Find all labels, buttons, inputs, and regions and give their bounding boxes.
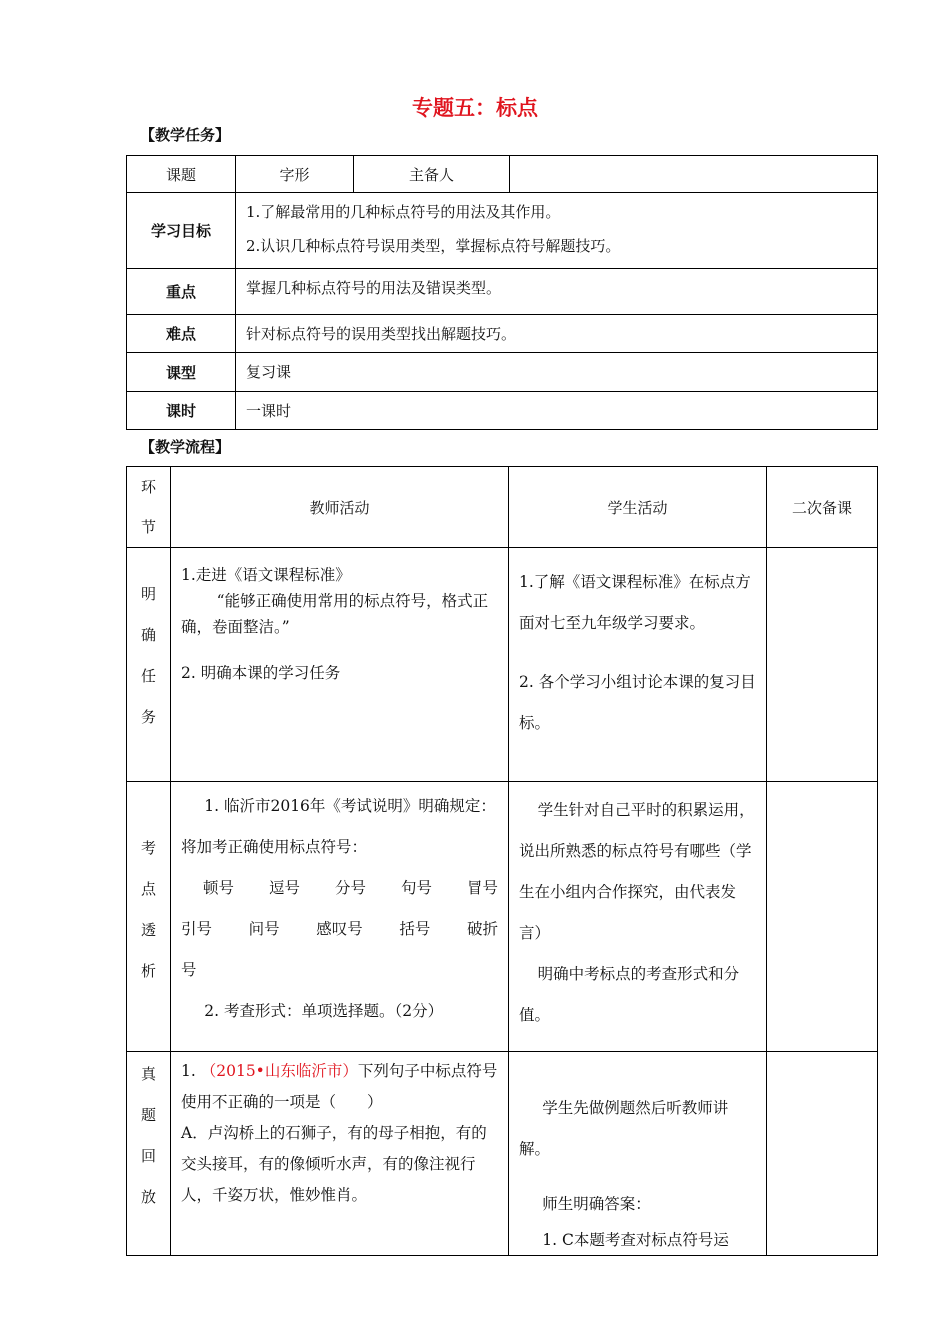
punct-item: 引号 [181, 920, 213, 938]
stage-char: 明 [140, 585, 156, 603]
key-row [127, 269, 878, 315]
student-text: 学生针对自己平时的积累运用，说出所熟悉的标点符号有哪些（学生在小组内合作探究，由代表发言） [519, 801, 755, 942]
punct-item: 括号 [399, 920, 431, 938]
teacher-activity-3 [171, 1052, 509, 1256]
header-stage-char-2: 节 [140, 518, 156, 536]
goal-2: 2.认识几种标点符号误用类型，掌握标点符号解题技巧。 [246, 237, 621, 255]
stage-char: 确 [140, 626, 156, 644]
student-activity-3 [509, 1052, 767, 1256]
stage-char: 考 [140, 839, 156, 857]
stage-char: 点 [140, 880, 156, 898]
stage-char: 题 [140, 1106, 156, 1124]
stage-exam-analysis [127, 782, 171, 1052]
stage-past-exams [127, 1052, 171, 1256]
second-prep-1 [767, 548, 878, 782]
header-second-prep: 二次备课 [767, 467, 878, 548]
punctuation-list-line-2 [181, 909, 498, 950]
difficulty-row [127, 315, 878, 353]
key-label: 重点 [127, 269, 236, 315]
teacher-text: “能够正确使用常用的标点符号，格式正确，卷面整洁。” [181, 592, 489, 636]
header-student-activity: 学生活动 [509, 467, 767, 548]
time-row [127, 392, 878, 430]
stage-char: 析 [140, 962, 156, 980]
page-title: 专题五：标点 [412, 96, 538, 120]
flow-table [126, 466, 878, 1256]
section-label-tasks: 【教学任务】 [140, 126, 231, 144]
second-prep-2 [767, 782, 878, 1052]
punct-item: 顿号 [203, 879, 235, 897]
question-number: 1. [181, 1062, 196, 1080]
time-text: 一课时 [236, 392, 878, 430]
flow-row-exam-analysis [127, 782, 878, 1052]
flow-row-clarify-tasks [127, 548, 878, 782]
header-cell-topic: 课题 [127, 156, 236, 193]
stage-char: 真 [140, 1065, 156, 1083]
goals-content [236, 193, 878, 269]
teacher-text: 1. 临沂市2016年《考试说明》明确规定：将加考正确使用标点符号： [181, 797, 496, 856]
student-text: 1.了解《语文课程标准》在标点方面对七至九年级学习要求。 [519, 573, 751, 632]
stage-char: 务 [140, 708, 156, 726]
type-text: 复习课 [236, 353, 878, 392]
stage-char: 回 [140, 1147, 156, 1165]
flow-header-row [127, 467, 878, 548]
student-text: 2. 各个学习小组讨论本课的复习目标。 [519, 673, 756, 732]
option-a: A．卢沟桥上的石狮子，有的母子相抱，有的交头接耳，有的像倾听水声，有的像注视行人，千姿万状，惟妙惟肖。 [181, 1124, 487, 1204]
punct-item: 逗号 [268, 879, 300, 897]
header-stage-char-1: 环 [140, 478, 156, 496]
teacher-text: 2. 明确本课的学习任务 [181, 664, 341, 682]
teacher-text: 1.走进《语文课程标准》 [181, 566, 351, 584]
header-cell-preparer-value [510, 156, 878, 193]
goals-label: 学习目标 [127, 193, 236, 269]
difficulty-label: 难点 [127, 315, 236, 353]
goal-1: 1.了解最常用的几种标点符号的用法及其作用。 [246, 203, 561, 221]
header-teacher-activity: 教师活动 [171, 467, 509, 548]
key-text: 掌握几种标点符号的用法及错误类型。 [236, 269, 878, 315]
exam-question [181, 1056, 498, 1118]
teacher-activity-1 [171, 548, 509, 782]
type-label: 课型 [127, 353, 236, 392]
punct-item: 感叹号 [316, 920, 363, 938]
header-cell-topic-value: 字形 [236, 156, 354, 193]
header-cell-preparer: 主备人 [354, 156, 510, 193]
punct-item: 破折 [466, 920, 498, 938]
goals-row [127, 193, 878, 269]
student-text: 1. C本题考查对标点符号运 [542, 1231, 729, 1249]
punct-item: 句号 [400, 879, 432, 897]
stage-char: 任 [140, 667, 156, 685]
difficulty-text: 针对标点符号的误用类型找出解题技巧。 [236, 315, 878, 353]
student-activity-2 [509, 782, 767, 1052]
student-text: 学生先做例题然后听教师讲解。 [519, 1099, 729, 1158]
stage-clarify-tasks [127, 548, 171, 782]
type-row [127, 353, 878, 392]
header-stage [127, 467, 171, 548]
punct-item: 冒号 [466, 879, 498, 897]
task-header-row [127, 156, 878, 193]
section-label-flow: 【教学流程】 [140, 438, 231, 456]
question-stem: 下列句子中标点符号使用不正确的一项是（ ） [181, 1062, 498, 1111]
punct-item: 问号 [248, 920, 280, 938]
flow-row-past-exams [127, 1052, 878, 1256]
task-table [126, 155, 878, 430]
punct-tail: 号 [181, 961, 197, 979]
punctuation-list-line-1 [181, 868, 498, 909]
second-prep-3 [767, 1052, 878, 1256]
stage-char: 放 [140, 1188, 156, 1206]
teacher-activity-2 [171, 782, 509, 1052]
punct-item: 分号 [334, 879, 366, 897]
student-text: 明确中考标点的考查形式和分值。 [519, 965, 740, 1024]
student-activity-1 [509, 548, 767, 782]
question-source: （2015•山东临沂市） [200, 1062, 358, 1080]
stage-char: 透 [140, 921, 156, 939]
student-text: 师生明确答案： [542, 1195, 651, 1213]
time-label: 课时 [127, 392, 236, 430]
teacher-text: 2. 考查形式：单项选择题。（2分） [204, 1002, 444, 1020]
